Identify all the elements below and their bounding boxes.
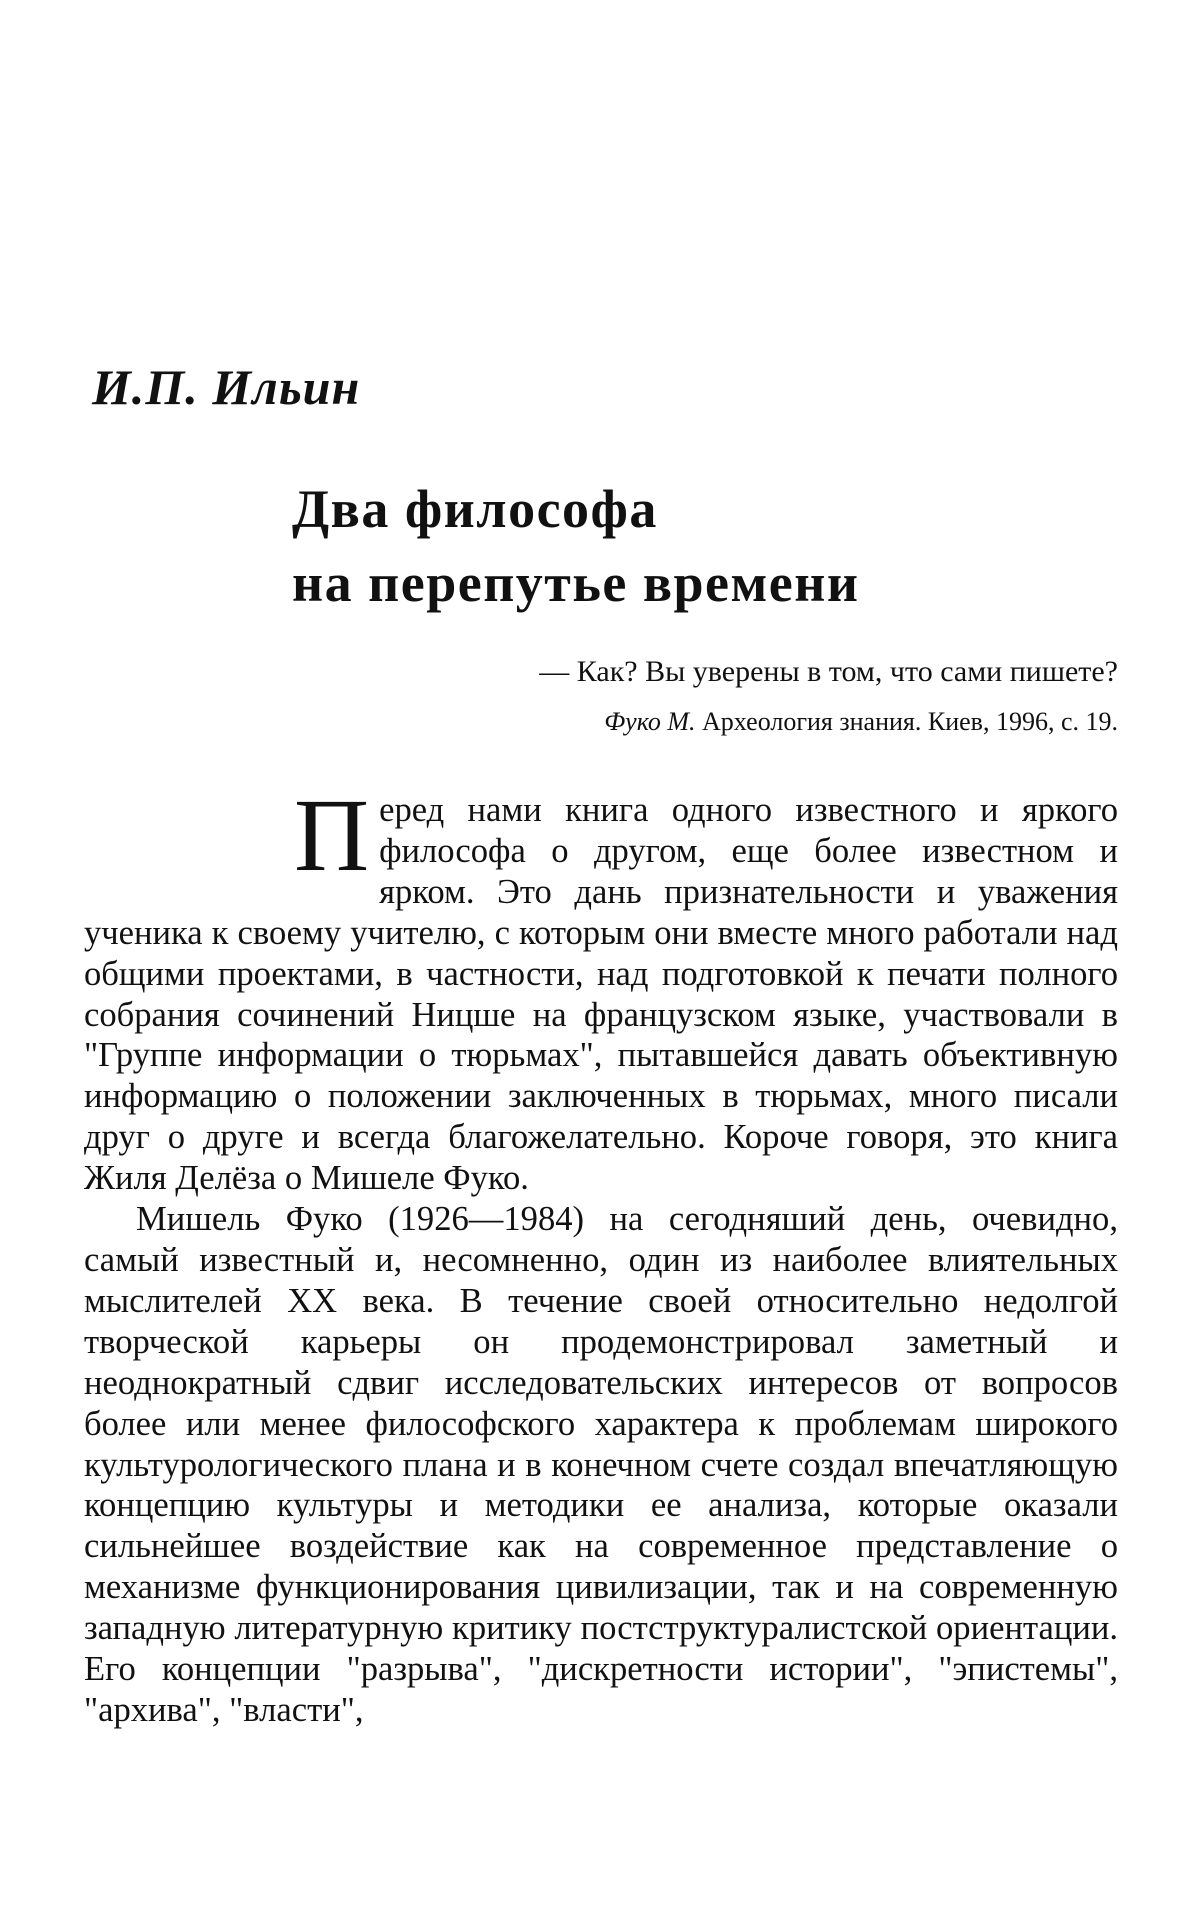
- epigraph-source: [539, 702, 1118, 742]
- title-line-2: на перепутье времени: [292, 553, 860, 613]
- title-line-1: Два философа: [292, 479, 658, 539]
- body-text: [84, 778, 1118, 1731]
- epigraph-source-author: Фуко М.: [604, 707, 696, 736]
- epigraph-quote: — Как? Вы уверены в том, что сами пишете?: [539, 655, 1118, 688]
- paragraph-1-text: еред нами книга одного известного и яркого философа о другом, еще более известном и ярком. Это дань признательности и уважения ученика к своему учителю, с которым они вместе много работали над общими проектами, в частности, над подготовкой к печати полного собрания сочинений Ницше на французском языке, участвовали в "Группе информации о тюрьмах", пытавшейся давать объективную информацию о положении заключенных в тюрьмах, много писали друг о друге и всегда благожелательно. Короче говоря, это книга Жиля Делёза о Мишеле Фуко.: [84, 791, 1118, 1198]
- paragraph-2: [84, 1199, 1118, 1731]
- epigraph: [539, 652, 1118, 742]
- paragraph-1: [84, 778, 1118, 1199]
- drop-cap: П: [294, 778, 370, 893]
- author-name: И.П. Ильин: [92, 359, 361, 415]
- epigraph-source-details: Археология знания. Киев, 1996, с. 19.: [695, 707, 1118, 736]
- paragraph-2-text: Мишель Фуко (1926—1984) на сегодняший день, очевидно, самый известный и, несомненно, один из наиболее влиятельных мыслителей XX века. В течение своей относительно недолгой творческой карьеры он продемонстрировал заметный и неоднократный сдвиг исследовательских интересов от вопросов более или менее философского характера к проблемам широкого культурологического плана и в конечном счете создал впечатляющую концепцию культуры и методики ее анализа, которые оказали сильнейшее воздействие как на современное представление о механизме функционирования цивилизации, так и на современную западную литературную критику постструктуралистской ориентации. Его концепции "разрыва", "дискретности истории", "эпистемы", "архива", "власти",: [84, 1200, 1118, 1729]
- article-title: [292, 472, 860, 620]
